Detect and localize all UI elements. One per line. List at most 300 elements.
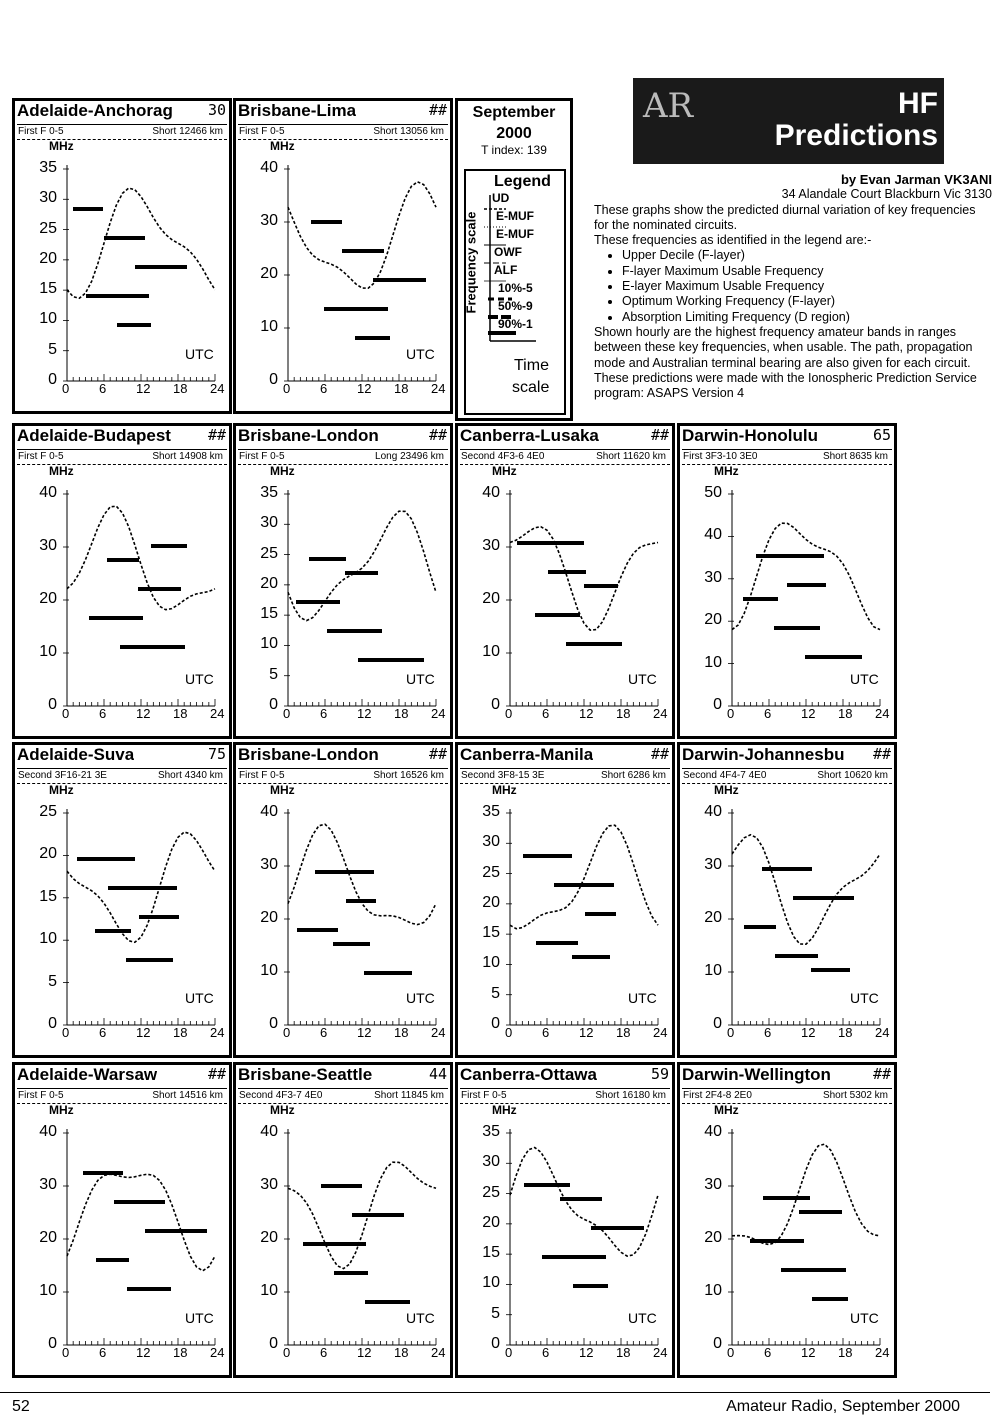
- y-tick-label: 10: [39, 930, 57, 948]
- x-tick-label: 18: [616, 1025, 631, 1040]
- path-distance: Short 11620 km: [596, 451, 666, 462]
- y-tick-label: 20: [39, 1229, 57, 1246]
- panel-number: ##: [207, 426, 226, 444]
- panel-number: ##: [207, 1065, 226, 1083]
- y-tick-label: 35: [482, 803, 500, 820]
- y-tick-label: 10: [704, 962, 722, 979]
- x-tick-label: 0: [505, 706, 513, 721]
- x-tick-label: 18: [616, 1345, 631, 1360]
- path-distance: Long 23496 km: [375, 451, 444, 462]
- mhz-label: MHz: [714, 1103, 739, 1117]
- y-tick-label: 40: [260, 1123, 278, 1140]
- path-distance: Short 12466 km: [152, 126, 223, 137]
- panel-number: ##: [428, 745, 447, 763]
- upper-decile-curve: [510, 825, 658, 929]
- x-tick-label: 24: [431, 706, 446, 721]
- utc-label: UTC: [850, 990, 879, 1006]
- x-tick-label: 6: [320, 1025, 328, 1040]
- legend-box: [464, 169, 566, 415]
- y-tick-label: 20: [482, 1213, 500, 1231]
- y-tick-label: 25: [260, 544, 278, 562]
- x-tick-label: 18: [838, 1345, 853, 1360]
- x-tick-label: 12: [801, 706, 816, 721]
- y-tick-label: 5: [48, 340, 57, 358]
- mhz-label: MHz: [714, 783, 739, 797]
- chart-panel: [455, 1062, 675, 1378]
- chart-panel: [233, 98, 453, 414]
- panel-title: Darwin-Johannesbu: [682, 745, 845, 764]
- panel-title: Brisbane-Seattle: [238, 1065, 373, 1084]
- y-tick-label: 5: [48, 972, 57, 990]
- legend-year: 2000: [496, 125, 532, 142]
- upper-decile-curve: [288, 824, 436, 924]
- mhz-label: MHz: [492, 1103, 517, 1117]
- panel-number: 44: [428, 1065, 447, 1083]
- x-tick-label: 12: [357, 706, 372, 721]
- x-tick-label: 6: [542, 706, 550, 721]
- x-tick-label: 0: [62, 381, 70, 396]
- y-tick-label: 30: [482, 1153, 500, 1171]
- x-tick-label: 12: [357, 1345, 372, 1360]
- y-tick-label: 0: [48, 371, 57, 388]
- panel-number: 75: [207, 745, 226, 763]
- y-tick-label: 30: [260, 1176, 278, 1193]
- y-tick-label: 20: [482, 893, 500, 911]
- x-tick-label: 12: [579, 1345, 594, 1360]
- x-tick-label: 0: [62, 1025, 70, 1040]
- y-tick-label: 30: [260, 856, 278, 873]
- x-tick-label: 24: [653, 1345, 668, 1360]
- plot-graphic: [236, 1065, 456, 1381]
- panel-title: Adelaide-Anchorag: [17, 101, 173, 120]
- bullet-item: • F-layer Maximum Usable Frequency: [622, 264, 992, 279]
- panel-number: 59: [650, 1065, 669, 1083]
- path-distance: Short 14908 km: [152, 451, 223, 462]
- x-tick-label: 18: [838, 1025, 853, 1040]
- legend-item: 10%-5: [498, 281, 533, 295]
- x-tick-label: 6: [99, 706, 107, 721]
- chart-panel: [677, 1062, 897, 1378]
- utc-label: UTC: [185, 671, 214, 687]
- y-tick-label: 25: [482, 863, 500, 881]
- y-tick-label: 35: [39, 159, 57, 176]
- y-tick-label: 20: [260, 909, 278, 926]
- legend-x-label-1: Time: [514, 357, 549, 374]
- upper-decile-curve: [67, 188, 215, 298]
- y-tick-label: 20: [704, 611, 722, 629]
- y-tick-label: 10: [260, 1282, 278, 1299]
- author-address: 34 Alandale Court Blackburn Vic 3130: [781, 187, 992, 202]
- propagation-mode: First F 0-5: [239, 126, 285, 137]
- utc-label: UTC: [185, 346, 214, 362]
- y-tick-label: 30: [39, 537, 57, 554]
- panel-title: Adelaide-Warsaw: [17, 1065, 158, 1084]
- intro-para-2: These frequencies as identified in the legend are:-: [594, 233, 872, 248]
- propagation-mode: Second 4F3-7 4E0: [239, 1090, 323, 1101]
- mhz-label: MHz: [270, 783, 295, 797]
- chart-panel: [455, 423, 675, 739]
- x-tick-label: 6: [764, 706, 772, 721]
- y-tick-label: 40: [704, 803, 722, 820]
- path-distance: Short 14516 km: [152, 1090, 223, 1101]
- panel-number: 65: [872, 426, 891, 444]
- panel-title: Adelaide-Budapest: [17, 426, 171, 445]
- x-tick-label: 12: [579, 1025, 594, 1040]
- y-tick-label: 20: [482, 590, 500, 607]
- intro-para-4: These predictions were made with the Ionospheric Prediction Service program: ASAPS Version 4: [594, 370, 977, 401]
- x-tick-label: 18: [394, 1025, 409, 1040]
- x-tick-label: 24: [210, 1345, 225, 1360]
- y-tick-label: 0: [269, 371, 278, 388]
- legend-month: September: [472, 104, 556, 121]
- x-tick-label: 6: [320, 1345, 328, 1360]
- chart-panel: [233, 1062, 453, 1378]
- y-tick-label: 30: [482, 833, 500, 851]
- y-tick-label: 0: [269, 1015, 278, 1032]
- legend-item: UD: [492, 191, 510, 205]
- upper-decile-curve: [732, 523, 880, 629]
- legend-item: E-MUF: [496, 227, 534, 241]
- path-distance: Short 16526 km: [373, 770, 444, 781]
- x-tick-label: 6: [542, 1345, 550, 1360]
- y-tick-label: 10: [260, 962, 278, 979]
- y-tick-label: 40: [39, 484, 57, 501]
- y-tick-label: 5: [491, 1304, 500, 1322]
- x-tick-label: 6: [99, 1345, 107, 1360]
- legend-x-label-2: scale: [512, 379, 550, 396]
- y-tick-label: 30: [704, 1176, 722, 1193]
- chart-panel: [12, 742, 232, 1058]
- y-tick-label: 10: [482, 954, 500, 972]
- propagation-mode: Second 3F8-15 3E: [461, 770, 545, 781]
- x-tick-label: 0: [727, 706, 735, 721]
- x-tick-label: 6: [764, 1025, 772, 1040]
- y-tick-label: 25: [482, 1183, 500, 1201]
- x-tick-label: 18: [394, 1345, 409, 1360]
- bullet-item: • Absorption Limiting Frequency (D region): [622, 310, 992, 325]
- bullet-item: • Optimum Working Frequency (F-layer): [622, 294, 992, 309]
- x-tick-label: 24: [875, 706, 890, 721]
- y-tick-label: 10: [482, 1274, 500, 1292]
- plot-graphic: [458, 426, 678, 742]
- y-tick-label: 30: [704, 568, 722, 586]
- chart-panel: [12, 98, 232, 414]
- ar-logo: AR: [643, 86, 694, 126]
- plot-graphic: [15, 101, 235, 417]
- t-index: T index: 139: [481, 143, 547, 157]
- y-tick-label: 35: [482, 1123, 500, 1140]
- y-tick-label: 30: [39, 189, 57, 207]
- propagation-mode: First F 0-5: [18, 451, 64, 462]
- mhz-label: MHz: [49, 783, 74, 797]
- x-tick-label: 12: [136, 706, 151, 721]
- x-tick-label: 24: [210, 1025, 225, 1040]
- chart-panel: [455, 742, 675, 1058]
- propagation-mode: First F 0-5: [461, 1090, 507, 1101]
- y-tick-label: 5: [269, 665, 278, 683]
- y-tick-label: 50: [704, 484, 722, 501]
- mhz-label: MHz: [270, 1103, 295, 1117]
- y-tick-label: 20: [260, 574, 278, 592]
- y-tick-label: 0: [491, 1015, 500, 1032]
- x-tick-label: 18: [173, 1025, 188, 1040]
- legend-title: Legend: [494, 173, 551, 190]
- utc-label: UTC: [406, 671, 435, 687]
- panel-title: Darwin-Wellington: [682, 1065, 831, 1084]
- y-tick-label: 15: [39, 887, 57, 905]
- y-tick-label: 40: [482, 484, 500, 501]
- x-tick-label: 0: [283, 706, 291, 721]
- y-tick-label: 35: [260, 484, 278, 501]
- x-tick-label: 0: [727, 1345, 735, 1360]
- legend-item: 90%-1: [498, 317, 533, 331]
- plot-graphic: [15, 426, 235, 742]
- plot-graphic: [15, 745, 235, 1061]
- utc-label: UTC: [406, 990, 435, 1006]
- y-tick-label: 10: [39, 310, 57, 328]
- y-tick-label: 15: [482, 1244, 500, 1262]
- x-tick-label: 18: [838, 706, 853, 721]
- utc-label: UTC: [628, 1310, 657, 1326]
- y-tick-label: 15: [260, 605, 278, 623]
- y-tick-label: 10: [39, 1282, 57, 1299]
- y-tick-label: 10: [704, 653, 722, 671]
- propagation-mode: First F 0-5: [18, 1090, 64, 1101]
- y-tick-label: 30: [704, 856, 722, 873]
- x-tick-label: 6: [320, 706, 328, 721]
- utc-label: UTC: [628, 671, 657, 687]
- x-tick-label: 12: [801, 1345, 816, 1360]
- plot-graphic: [236, 426, 456, 742]
- utc-label: UTC: [185, 990, 214, 1006]
- path-distance: Short 16180 km: [595, 1090, 666, 1101]
- bullet-item: • Upper Decile (F-layer): [622, 248, 992, 263]
- x-tick-label: 0: [62, 706, 70, 721]
- chart-panel: [233, 742, 453, 1058]
- path-distance: Short 10620 km: [817, 770, 888, 781]
- x-tick-label: 6: [99, 381, 107, 396]
- propagation-mode: First 3F3-10 3E0: [683, 451, 758, 462]
- x-tick-label: 12: [579, 706, 594, 721]
- x-tick-label: 12: [357, 1025, 372, 1040]
- y-tick-label: 0: [713, 696, 722, 713]
- y-tick-label: 15: [482, 924, 500, 942]
- panel-title: Canberra-Ottawa: [460, 1065, 597, 1084]
- y-tick-label: 40: [704, 1123, 722, 1140]
- bullet-item: • E-layer Maximum Usable Frequency: [622, 279, 992, 294]
- legend-bullet-list: [594, 248, 992, 324]
- x-tick-label: 12: [357, 381, 372, 396]
- x-tick-label: 24: [210, 381, 225, 396]
- x-tick-label: 24: [431, 1345, 446, 1360]
- y-tick-label: 10: [260, 635, 278, 653]
- x-tick-label: 18: [173, 1345, 188, 1360]
- x-tick-label: 12: [801, 1025, 816, 1040]
- y-tick-label: 40: [260, 803, 278, 820]
- mhz-label: MHz: [270, 464, 295, 478]
- chart-panel: [12, 423, 232, 739]
- propagation-mode: Second 4F4-7 4E0: [683, 770, 767, 781]
- x-tick-label: 24: [653, 706, 668, 721]
- y-tick-label: 0: [713, 1335, 722, 1352]
- utc-label: UTC: [628, 990, 657, 1006]
- plot-graphic: [236, 745, 456, 1061]
- upper-decile-curve: [288, 182, 436, 288]
- upper-decile-curve: [732, 1144, 880, 1244]
- propagation-mode: First 2F4-8 2E0: [683, 1090, 752, 1101]
- y-tick-label: 30: [39, 1176, 57, 1193]
- title-line-2: Predictions: [774, 119, 938, 152]
- x-tick-label: 24: [875, 1025, 890, 1040]
- path-distance: Short 8635 km: [822, 451, 888, 462]
- x-tick-label: 12: [136, 1345, 151, 1360]
- panel-number: ##: [650, 745, 669, 763]
- y-tick-label: 0: [491, 1335, 500, 1352]
- y-tick-label: 30: [260, 212, 278, 229]
- x-tick-label: 6: [542, 1025, 550, 1040]
- upper-decile-curve: [288, 511, 436, 620]
- chart-panel: [677, 423, 897, 739]
- y-tick-label: 30: [260, 514, 278, 532]
- utc-label: UTC: [406, 346, 435, 362]
- x-tick-label: 18: [173, 706, 188, 721]
- chart-panel: [677, 742, 897, 1058]
- panel-title: Adelaide-Suva: [17, 745, 135, 764]
- y-tick-label: 10: [39, 643, 57, 660]
- y-tick-label: 10: [704, 1282, 722, 1299]
- x-tick-label: 24: [210, 706, 225, 721]
- legend-item: 50%-9: [498, 299, 533, 313]
- x-tick-label: 0: [283, 381, 291, 396]
- legend-item: ALF: [494, 263, 518, 277]
- plot-graphic: [680, 426, 900, 742]
- page-title: [775, 88, 938, 152]
- x-tick-label: 24: [431, 381, 446, 396]
- y-tick-label: 40: [39, 1123, 57, 1140]
- mhz-label: MHz: [49, 464, 74, 478]
- y-tick-label: 15: [39, 280, 57, 298]
- panel-number: ##: [872, 1065, 891, 1083]
- byline: by Evan Jarman VK3ANI: [840, 172, 992, 187]
- x-tick-label: 18: [173, 381, 188, 396]
- y-tick-label: 20: [704, 909, 722, 926]
- y-tick-label: 20: [260, 265, 278, 282]
- y-tick-label: 30: [482, 537, 500, 554]
- plot-graphic: [236, 101, 456, 417]
- mhz-label: MHz: [714, 464, 739, 478]
- y-tick-label: 0: [491, 696, 500, 713]
- panel-number: 30: [207, 101, 226, 119]
- y-tick-label: 20: [39, 249, 57, 267]
- panel-number: ##: [650, 426, 669, 444]
- path-distance: Short 4340 km: [157, 770, 223, 781]
- y-tick-label: 0: [269, 696, 278, 713]
- mhz-label: MHz: [492, 464, 517, 478]
- x-tick-label: 18: [394, 706, 409, 721]
- page-number: 52: [12, 1398, 30, 1415]
- x-tick-label: 12: [136, 381, 151, 396]
- y-tick-label: 20: [39, 590, 57, 607]
- panel-title: Brisbane-London: [238, 426, 379, 445]
- x-tick-label: 6: [99, 1025, 107, 1040]
- y-tick-label: 0: [48, 1015, 57, 1032]
- y-tick-label: 0: [48, 696, 57, 713]
- y-tick-label: 20: [39, 845, 57, 863]
- mhz-label: MHz: [492, 783, 517, 797]
- panel-title: Brisbane-Lima: [238, 101, 357, 120]
- x-tick-label: 24: [653, 1025, 668, 1040]
- publication-line: Amateur Radio, September 2000: [726, 1398, 960, 1415]
- utc-label: UTC: [406, 1310, 435, 1326]
- y-tick-label: 20: [260, 1229, 278, 1246]
- legend-item: E-MUF: [496, 209, 534, 223]
- plot-graphic: [680, 1065, 900, 1381]
- intro-para-3: Shown hourly are the highest frequency amateur bands in ranges between these key frequencies, when usable. The path, propagation mode and Australian terminal bearing are also given for each circuit.: [594, 324, 973, 370]
- y-tick-label: 40: [260, 159, 278, 176]
- legend-item: OWF: [494, 245, 522, 259]
- y-tick-label: 5: [491, 984, 500, 1002]
- x-tick-label: 0: [727, 1025, 735, 1040]
- utc-label: UTC: [850, 1310, 879, 1326]
- propagation-mode: Second 4F3-6 4E0: [461, 451, 545, 462]
- x-tick-label: 0: [283, 1025, 291, 1040]
- x-tick-label: 6: [764, 1345, 772, 1360]
- x-tick-label: 24: [431, 1025, 446, 1040]
- legend-panel: [455, 98, 573, 421]
- propagation-mode: First F 0-5: [18, 126, 64, 137]
- propagation-mode: Second 3F16-21 3E: [18, 770, 107, 781]
- y-tick-label: 10: [260, 318, 278, 335]
- upper-decile-curve: [67, 506, 215, 610]
- propagation-mode: First F 0-5: [239, 770, 285, 781]
- panel-title: Canberra-Lusaka: [460, 426, 599, 445]
- plot-graphic: [458, 745, 678, 1061]
- path-distance: Short 5302 km: [822, 1090, 888, 1101]
- utc-label: UTC: [850, 671, 879, 687]
- x-tick-label: 18: [394, 381, 409, 396]
- x-tick-label: 0: [505, 1345, 513, 1360]
- x-tick-label: 12: [136, 1025, 151, 1040]
- plot-graphic: [15, 1065, 235, 1381]
- mhz-label: MHz: [270, 139, 295, 153]
- panel-number: ##: [428, 101, 447, 119]
- y-tick-label: 20: [704, 1229, 722, 1246]
- title-line-1: HF: [898, 87, 938, 120]
- x-tick-label: 24: [875, 1345, 890, 1360]
- plot-graphic: [458, 1065, 678, 1381]
- mhz-label: MHz: [49, 139, 74, 153]
- y-tick-label: 25: [39, 803, 57, 820]
- x-tick-label: 0: [505, 1025, 513, 1040]
- panel-title: Darwin-Honolulu: [682, 426, 818, 445]
- x-tick-label: 18: [616, 706, 631, 721]
- panel-title: Brisbane-London: [238, 745, 379, 764]
- y-tick-label: 0: [48, 1335, 57, 1352]
- path-distance: Short 13056 km: [373, 126, 444, 137]
- path-distance: Short 6286 km: [600, 770, 666, 781]
- y-tick-label: 0: [713, 1015, 722, 1032]
- y-tick-label: 0: [269, 1335, 278, 1352]
- path-distance: Short 11845 km: [374, 1090, 444, 1101]
- chart-panel: [233, 423, 453, 739]
- x-tick-label: 6: [320, 381, 328, 396]
- y-tick-label: 25: [39, 219, 57, 237]
- footer-rule: [0, 1392, 990, 1393]
- upper-decile-curve: [67, 1174, 215, 1271]
- intro-para-1: These graphs show the predicted diurnal variation of key frequencies for the nominated circuits.: [594, 202, 976, 232]
- upper-decile-curve: [510, 1148, 658, 1257]
- intro-text: [594, 172, 992, 401]
